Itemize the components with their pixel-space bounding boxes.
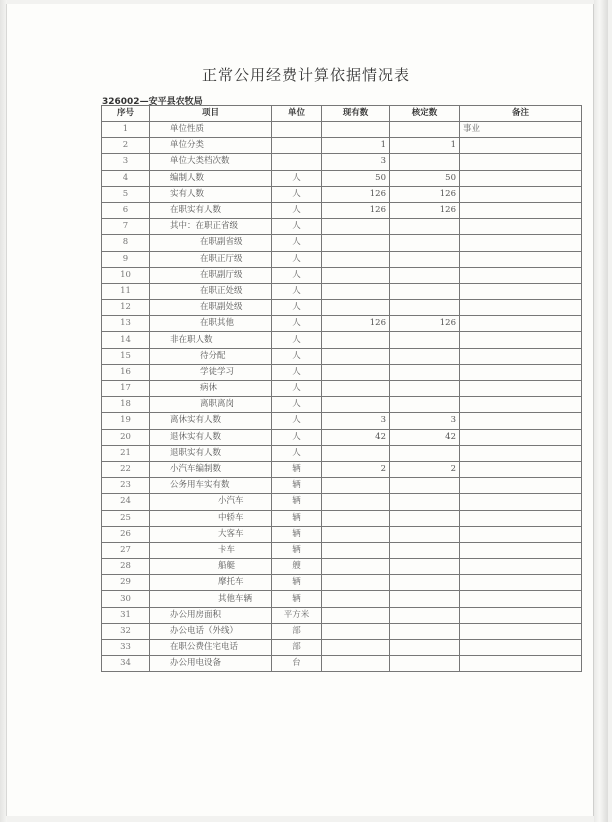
row-item-cell: 待分配 — [150, 348, 272, 364]
row-current-cell — [322, 559, 390, 575]
table-row — [102, 219, 582, 235]
row-unit-cell: 人 — [272, 300, 322, 316]
row-item-cell: 单位性质 — [150, 122, 272, 138]
row-remark-cell — [460, 607, 582, 623]
row-approved-cell — [390, 591, 460, 607]
row-current-cell — [322, 381, 390, 397]
row-current-cell — [322, 656, 390, 672]
row-item-cell: 在职副省级 — [150, 235, 272, 251]
row-seq-cell: 10 — [102, 267, 150, 283]
row-remark-cell — [460, 348, 582, 364]
row-unit-cell: 人 — [272, 186, 322, 202]
row-current-cell — [322, 575, 390, 591]
row-current-cell: 126 — [322, 316, 390, 332]
row-current-cell — [322, 526, 390, 542]
row-item-cell: 小汽车编制数 — [150, 461, 272, 477]
row-seq-cell: 31 — [102, 607, 150, 623]
row-current-cell — [322, 283, 390, 299]
table-row — [102, 397, 582, 413]
row-remark-cell — [460, 186, 582, 202]
row-remark-cell — [460, 413, 582, 429]
row-unit-cell — [272, 154, 322, 170]
row-seq-cell: 29 — [102, 575, 150, 591]
header-unit: 单位 — [272, 106, 322, 122]
row-unit-cell: 辆 — [272, 510, 322, 526]
row-current-cell: 2 — [322, 461, 390, 477]
table-row — [102, 461, 582, 477]
row-remark-cell — [460, 202, 582, 218]
row-remark-cell: 事业 — [460, 122, 582, 138]
row-remark-cell — [460, 542, 582, 558]
row-seq-cell: 32 — [102, 623, 150, 639]
row-item-cell: 离职离岗 — [150, 397, 272, 413]
page-title: 正常公用经费计算依据情况表 — [201, 66, 410, 84]
row-current-cell: 42 — [322, 429, 390, 445]
row-approved-cell — [390, 445, 460, 461]
row-seq-cell: 5 — [102, 186, 150, 202]
row-approved-cell — [390, 267, 460, 283]
row-seq-cell: 26 — [102, 526, 150, 542]
row-current-cell — [322, 251, 390, 267]
row-unit-cell: 辆 — [272, 542, 322, 558]
row-seq-cell: 18 — [102, 397, 150, 413]
row-seq-cell: 34 — [102, 656, 150, 672]
table-row — [102, 332, 582, 348]
row-approved-cell — [390, 397, 460, 413]
row-item-cell: 病休 — [150, 381, 272, 397]
row-item-cell: 在职副厅级 — [150, 267, 272, 283]
row-remark-cell — [460, 381, 582, 397]
table-row — [102, 575, 582, 591]
row-seq-cell: 14 — [102, 332, 150, 348]
row-unit-cell: 部 — [272, 640, 322, 656]
row-unit-cell: 辆 — [272, 591, 322, 607]
row-seq-cell: 4 — [102, 170, 150, 186]
row-approved-cell — [390, 623, 460, 639]
row-item-cell: 公务用车实有数 — [150, 478, 272, 494]
header-current: 现有数 — [322, 106, 390, 122]
row-approved-cell: 126 — [390, 202, 460, 218]
row-approved-cell — [390, 283, 460, 299]
table-row — [102, 656, 582, 672]
row-remark-cell — [460, 494, 582, 510]
table-header-row — [102, 106, 582, 122]
table-body — [102, 122, 582, 672]
row-approved-cell: 50 — [390, 170, 460, 186]
row-unit-cell: 人 — [272, 170, 322, 186]
row-approved-cell — [390, 640, 460, 656]
row-current-cell — [322, 235, 390, 251]
row-unit-cell: 平方米 — [272, 607, 322, 623]
row-unit-cell: 人 — [272, 397, 322, 413]
row-approved-cell — [390, 559, 460, 575]
row-remark-cell — [460, 510, 582, 526]
table-row — [102, 154, 582, 170]
row-seq-cell: 15 — [102, 348, 150, 364]
row-item-cell: 摩托车 — [150, 575, 272, 591]
table-row — [102, 559, 582, 575]
row-remark-cell — [460, 300, 582, 316]
row-current-cell — [322, 219, 390, 235]
table-row — [102, 640, 582, 656]
row-approved-cell: 1 — [390, 138, 460, 154]
row-seq-cell: 8 — [102, 235, 150, 251]
row-item-cell: 在职正厅级 — [150, 251, 272, 267]
row-item-cell: 办公电话（外线） — [150, 623, 272, 639]
row-unit-cell: 人 — [272, 429, 322, 445]
row-approved-cell: 126 — [390, 316, 460, 332]
row-item-cell: 退休实有人数 — [150, 429, 272, 445]
row-current-cell: 1 — [322, 138, 390, 154]
row-seq-cell: 27 — [102, 542, 150, 558]
row-unit-cell — [272, 122, 322, 138]
row-item-cell: 非在职人数 — [150, 332, 272, 348]
header-approved: 核定数 — [390, 106, 460, 122]
table-row — [102, 445, 582, 461]
table-row — [102, 429, 582, 445]
row-unit-cell: 人 — [272, 381, 322, 397]
table-row — [102, 300, 582, 316]
row-approved-cell — [390, 494, 460, 510]
row-item-cell: 办公用房面积 — [150, 607, 272, 623]
row-seq-cell: 11 — [102, 283, 150, 299]
row-remark-cell — [460, 478, 582, 494]
row-seq-cell: 33 — [102, 640, 150, 656]
table-row — [102, 413, 582, 429]
row-current-cell — [322, 122, 390, 138]
table-row — [102, 623, 582, 639]
row-current-cell — [322, 591, 390, 607]
row-remark-cell — [460, 267, 582, 283]
table-row — [102, 494, 582, 510]
row-remark-cell — [460, 640, 582, 656]
row-unit-cell — [272, 138, 322, 154]
row-unit-cell: 辆 — [272, 478, 322, 494]
row-approved-cell — [390, 300, 460, 316]
row-current-cell — [322, 348, 390, 364]
row-unit-cell: 人 — [272, 364, 322, 380]
row-approved-cell — [390, 510, 460, 526]
row-unit-cell: 人 — [272, 316, 322, 332]
row-seq-cell: 7 — [102, 219, 150, 235]
row-current-cell — [322, 445, 390, 461]
table-row — [102, 542, 582, 558]
row-remark-cell — [460, 251, 582, 267]
row-approved-cell — [390, 526, 460, 542]
row-seq-cell: 6 — [102, 202, 150, 218]
row-item-cell: 单位分类 — [150, 138, 272, 154]
row-item-cell: 其他车辆 — [150, 591, 272, 607]
row-current-cell: 3 — [322, 154, 390, 170]
table-row — [102, 235, 582, 251]
row-seq-cell: 1 — [102, 122, 150, 138]
row-unit-cell: 人 — [272, 332, 322, 348]
row-remark-cell — [460, 575, 582, 591]
table-row — [102, 122, 582, 138]
row-remark-cell — [460, 445, 582, 461]
row-remark-cell — [460, 559, 582, 575]
row-seq-cell: 2 — [102, 138, 150, 154]
row-seq-cell: 20 — [102, 429, 150, 445]
row-remark-cell — [460, 364, 582, 380]
row-item-cell: 其中：在职正省级 — [150, 219, 272, 235]
row-unit-cell: 部 — [272, 623, 322, 639]
row-approved-cell — [390, 219, 460, 235]
row-seq-cell: 19 — [102, 413, 150, 429]
row-seq-cell: 16 — [102, 364, 150, 380]
row-approved-cell — [390, 478, 460, 494]
row-unit-cell: 台 — [272, 656, 322, 672]
table-row — [102, 170, 582, 186]
row-remark-cell — [460, 461, 582, 477]
row-item-cell: 中轿车 — [150, 510, 272, 526]
row-item-cell: 编制人数 — [150, 170, 272, 186]
row-approved-cell — [390, 122, 460, 138]
row-current-cell: 126 — [322, 186, 390, 202]
row-seq-cell: 13 — [102, 316, 150, 332]
row-seq-cell: 30 — [102, 591, 150, 607]
row-seq-cell: 3 — [102, 154, 150, 170]
row-item-cell: 在职正处级 — [150, 283, 272, 299]
row-seq-cell: 28 — [102, 559, 150, 575]
row-current-cell — [322, 364, 390, 380]
row-approved-cell: 2 — [390, 461, 460, 477]
row-approved-cell — [390, 251, 460, 267]
row-remark-cell — [460, 656, 582, 672]
row-remark-cell — [460, 332, 582, 348]
row-approved-cell — [390, 575, 460, 591]
row-unit-cell: 人 — [272, 413, 322, 429]
row-unit-cell: 人 — [272, 445, 322, 461]
row-current-cell — [322, 478, 390, 494]
expense-basis-table — [101, 105, 582, 672]
row-approved-cell: 126 — [390, 186, 460, 202]
row-current-cell — [322, 607, 390, 623]
row-remark-cell — [460, 170, 582, 186]
row-seq-cell: 22 — [102, 461, 150, 477]
row-remark-cell — [460, 623, 582, 639]
row-item-cell: 在职副处级 — [150, 300, 272, 316]
row-seq-cell: 21 — [102, 445, 150, 461]
row-remark-cell — [460, 235, 582, 251]
row-item-cell: 学徒学习 — [150, 364, 272, 380]
row-current-cell: 3 — [322, 413, 390, 429]
row-current-cell — [322, 267, 390, 283]
row-approved-cell — [390, 656, 460, 672]
row-item-cell: 船艇 — [150, 559, 272, 575]
row-unit-cell: 人 — [272, 348, 322, 364]
table-row — [102, 348, 582, 364]
row-approved-cell — [390, 381, 460, 397]
row-seq-cell: 24 — [102, 494, 150, 510]
row-approved-cell — [390, 364, 460, 380]
table-row — [102, 607, 582, 623]
row-unit-cell: 辆 — [272, 461, 322, 477]
table-row — [102, 186, 582, 202]
header-item: 项目 — [150, 106, 272, 122]
row-item-cell: 实有人数 — [150, 186, 272, 202]
row-item-cell: 退职实有人数 — [150, 445, 272, 461]
row-remark-cell — [460, 138, 582, 154]
table-row — [102, 591, 582, 607]
row-item-cell: 小汽车 — [150, 494, 272, 510]
row-item-cell: 卡车 — [150, 542, 272, 558]
table-row — [102, 364, 582, 380]
row-seq-cell: 17 — [102, 381, 150, 397]
row-approved-cell: 42 — [390, 429, 460, 445]
row-current-cell — [322, 332, 390, 348]
row-approved-cell — [390, 154, 460, 170]
table-row — [102, 202, 582, 218]
row-unit-cell: 辆 — [272, 494, 322, 510]
row-unit-cell: 人 — [272, 267, 322, 283]
paper-edge-right — [594, 0, 608, 822]
row-seq-cell: 12 — [102, 300, 150, 316]
row-item-cell: 离休实有人数 — [150, 413, 272, 429]
row-unit-cell: 辆 — [272, 575, 322, 591]
row-approved-cell — [390, 235, 460, 251]
row-approved-cell — [390, 332, 460, 348]
row-approved-cell — [390, 348, 460, 364]
table-row — [102, 526, 582, 542]
row-unit-cell: 人 — [272, 283, 322, 299]
row-item-cell: 大客车 — [150, 526, 272, 542]
table-row — [102, 381, 582, 397]
table-row — [102, 478, 582, 494]
row-item-cell: 单位大类档次数 — [150, 154, 272, 170]
row-remark-cell — [460, 316, 582, 332]
header-seq: 序号 — [102, 106, 150, 122]
row-current-cell: 50 — [322, 170, 390, 186]
row-remark-cell — [460, 429, 582, 445]
row-unit-cell: 人 — [272, 219, 322, 235]
table-row — [102, 510, 582, 526]
row-item-cell: 在职公费住宅电话 — [150, 640, 272, 656]
header-remark: 备注 — [460, 106, 582, 122]
row-current-cell — [322, 300, 390, 316]
row-current-cell — [322, 640, 390, 656]
row-current-cell — [322, 623, 390, 639]
row-remark-cell — [460, 397, 582, 413]
row-item-cell: 在职实有人数 — [150, 202, 272, 218]
row-seq-cell: 25 — [102, 510, 150, 526]
row-remark-cell — [460, 283, 582, 299]
table-row — [102, 267, 582, 283]
row-seq-cell: 9 — [102, 251, 150, 267]
row-remark-cell — [460, 591, 582, 607]
row-unit-cell: 辆 — [272, 526, 322, 542]
row-approved-cell — [390, 607, 460, 623]
row-remark-cell — [460, 219, 582, 235]
row-current-cell: 126 — [322, 202, 390, 218]
row-unit-cell: 人 — [272, 235, 322, 251]
row-item-cell: 办公用电设备 — [150, 656, 272, 672]
table-row — [102, 251, 582, 267]
table-row — [102, 316, 582, 332]
table-row — [102, 138, 582, 154]
row-unit-cell: 人 — [272, 202, 322, 218]
row-remark-cell — [460, 154, 582, 170]
table-row — [102, 283, 582, 299]
row-approved-cell — [390, 542, 460, 558]
row-unit-cell: 艘 — [272, 559, 322, 575]
row-current-cell — [322, 494, 390, 510]
row-approved-cell: 3 — [390, 413, 460, 429]
row-item-cell: 在职其他 — [150, 316, 272, 332]
row-remark-cell — [460, 526, 582, 542]
row-unit-cell: 人 — [272, 251, 322, 267]
row-current-cell — [322, 510, 390, 526]
organization-label: 326002—安平县农牧局 — [102, 97, 203, 107]
row-current-cell — [322, 542, 390, 558]
row-current-cell — [322, 397, 390, 413]
row-seq-cell: 23 — [102, 478, 150, 494]
